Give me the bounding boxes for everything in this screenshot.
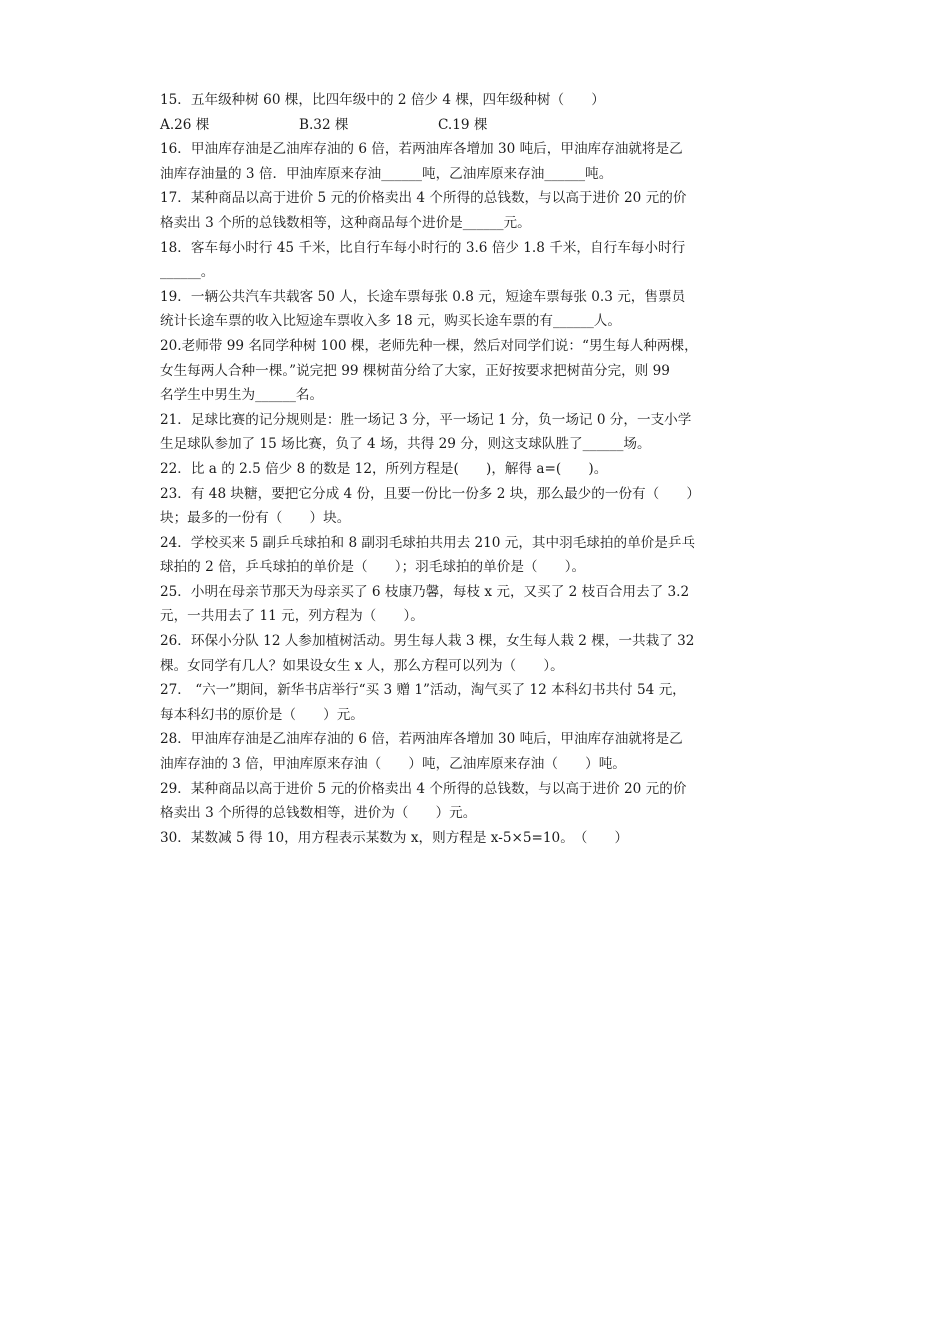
question-line: 油库存油量的 3 倍．甲油库原来存油______吨，乙油库原来存油______吨。 xyxy=(160,165,613,182)
option-row xyxy=(160,113,802,138)
question-line: 29．某种商品以高于进价 5 元的价格卖出 4 个所得的总钱数，与以高于进价 20 元的价 xyxy=(160,780,687,797)
question-line: 15．五年级种树 60 棵，比四年级中的 2 倍少 4 棵，四年级种树（ ） xyxy=(160,92,605,108)
question-line: 26．环保小分队 12 人参加植树活动。男生每人栽 3 棵，女生每人栽 2 棵，一共栽了 32 xyxy=(160,633,695,650)
question-line: 名学生中男生为______名。 xyxy=(160,387,324,404)
question-line: ______。 xyxy=(160,264,215,281)
question-q20 xyxy=(160,334,802,408)
question-q30 xyxy=(160,826,802,851)
question-line: 24．学校买来 5 副乒乓球拍和 8 副羽毛球拍共用去 210 元，其中羽毛球拍的单价是乒乓 xyxy=(160,534,696,551)
option-c: C.19 棵 xyxy=(438,116,488,133)
question-line: 18．客车每小时行 45 千米，比自行车每小时行的 3.6 倍少 1.8 千米，自行车每小时行 xyxy=(160,239,686,256)
question-q29 xyxy=(160,777,802,826)
question-line: 22．比 a 的 2.5 倍少 8 的数是 12，所列方程是( )，解得 a=( )。 xyxy=(160,460,608,477)
question-q16 xyxy=(160,137,802,186)
question-line: 20.老师带 99 名同学种树 100 棵，老师先种一棵，然后对同学们说：“男生每人种两棵， xyxy=(160,337,698,354)
question-line: 19．一辆公共汽车共载客 50 人，长途车票每张 0.8 元，短途车票每张 0.3 元，售票员 xyxy=(160,288,686,305)
question-line: 28．甲油库存油是乙油库存油的 6 倍，若两油库各增加 30 吨后，甲油库存油就将是乙 xyxy=(160,731,683,748)
option-b: B.32 棵 xyxy=(299,116,349,133)
question-line: 球拍的 2 倍，乒乓球拍的单价是（ ）；羽毛球拍的单价是（ ）。 xyxy=(160,559,586,576)
question-line: 每本科幻书的原价是（ ）元。 xyxy=(160,706,364,723)
question-line: 30．某数减 5 得 10，用方程表示某数为 x，则方程是 x-5×5=10。 （ ） xyxy=(160,829,629,846)
question-line: 25．小明在母亲节那天为母亲买了 6 枝康乃馨，每枝 x 元，又买了 2 枝百合用去了 3.2 xyxy=(160,583,690,600)
question-line: 棵。女同学有几人？如果设女生 x 人，那么方程可以列为（ ）。 xyxy=(160,657,564,674)
question-q23 xyxy=(160,482,802,531)
question-line: 元，一共用去了 11 元，列方程为（ ）。 xyxy=(160,608,424,625)
question-line: 16．甲油库存油是乙油库存油的 6 倍，若两油库各增加 30 吨后，甲油库存油就将是乙 xyxy=(160,141,683,158)
option-a: A.26 棵 xyxy=(160,116,210,133)
question-line: 27． “六一”期间，新华书店举行“买 3 赠 1”活动，淘气买了 12 本科幻书共付 54 元， xyxy=(160,682,686,699)
question-q24 xyxy=(160,531,802,580)
question-line: 油库存油的 3 倍，甲油库原来存油（ ）吨，乙油库原来存油（ ）吨。 xyxy=(160,756,626,773)
question-q19 xyxy=(160,285,802,334)
question-q26 xyxy=(160,629,802,678)
question-line: 块；最多的一份有（ ）块。 xyxy=(160,510,351,527)
question-line: 统计长途车票的收入比短途车票收入多 18 元，购买长途车票的有______人。 xyxy=(160,313,621,330)
question-q22 xyxy=(160,457,802,482)
question-line: 女生每两人合种一棵。”说完把 99 棵树苗分给了大家，正好按要求把树苗分完，则 99 xyxy=(160,362,670,379)
question-q18 xyxy=(160,236,802,285)
question-line: 17．某种商品以高于进价 5 元的价格卖出 4 个所得的总钱数，与以高于进价 20 元的价 xyxy=(160,190,687,207)
question-q25 xyxy=(160,580,802,629)
question-q21 xyxy=(160,408,802,457)
question-line: 21．足球比赛的记分规则是：胜一场记 3 分，平一场记 1 分，负一场记 0 分，一支小学 xyxy=(160,411,692,428)
question-line: 格卖出 3 个所的总钱数相等，这种商品每个进价是______元。 xyxy=(160,214,531,231)
question-line: 格卖出 3 个所得的总钱数相等，进价为（ ）元。 xyxy=(160,805,477,822)
question-q17 xyxy=(160,186,802,235)
question-line: 23．有 48 块糖，要把它分成 4 份，且要一份比一份多 2 块，那么最少的一份有（ ） xyxy=(160,485,701,502)
question-q28 xyxy=(160,727,802,776)
question-q15 xyxy=(160,88,802,137)
question-q27 xyxy=(160,678,802,727)
question-list xyxy=(160,88,802,850)
question-line: 生足球队参加了 15 场比赛，负了 4 场，共得 29 分，则这支球队胜了______场。 xyxy=(160,436,651,453)
